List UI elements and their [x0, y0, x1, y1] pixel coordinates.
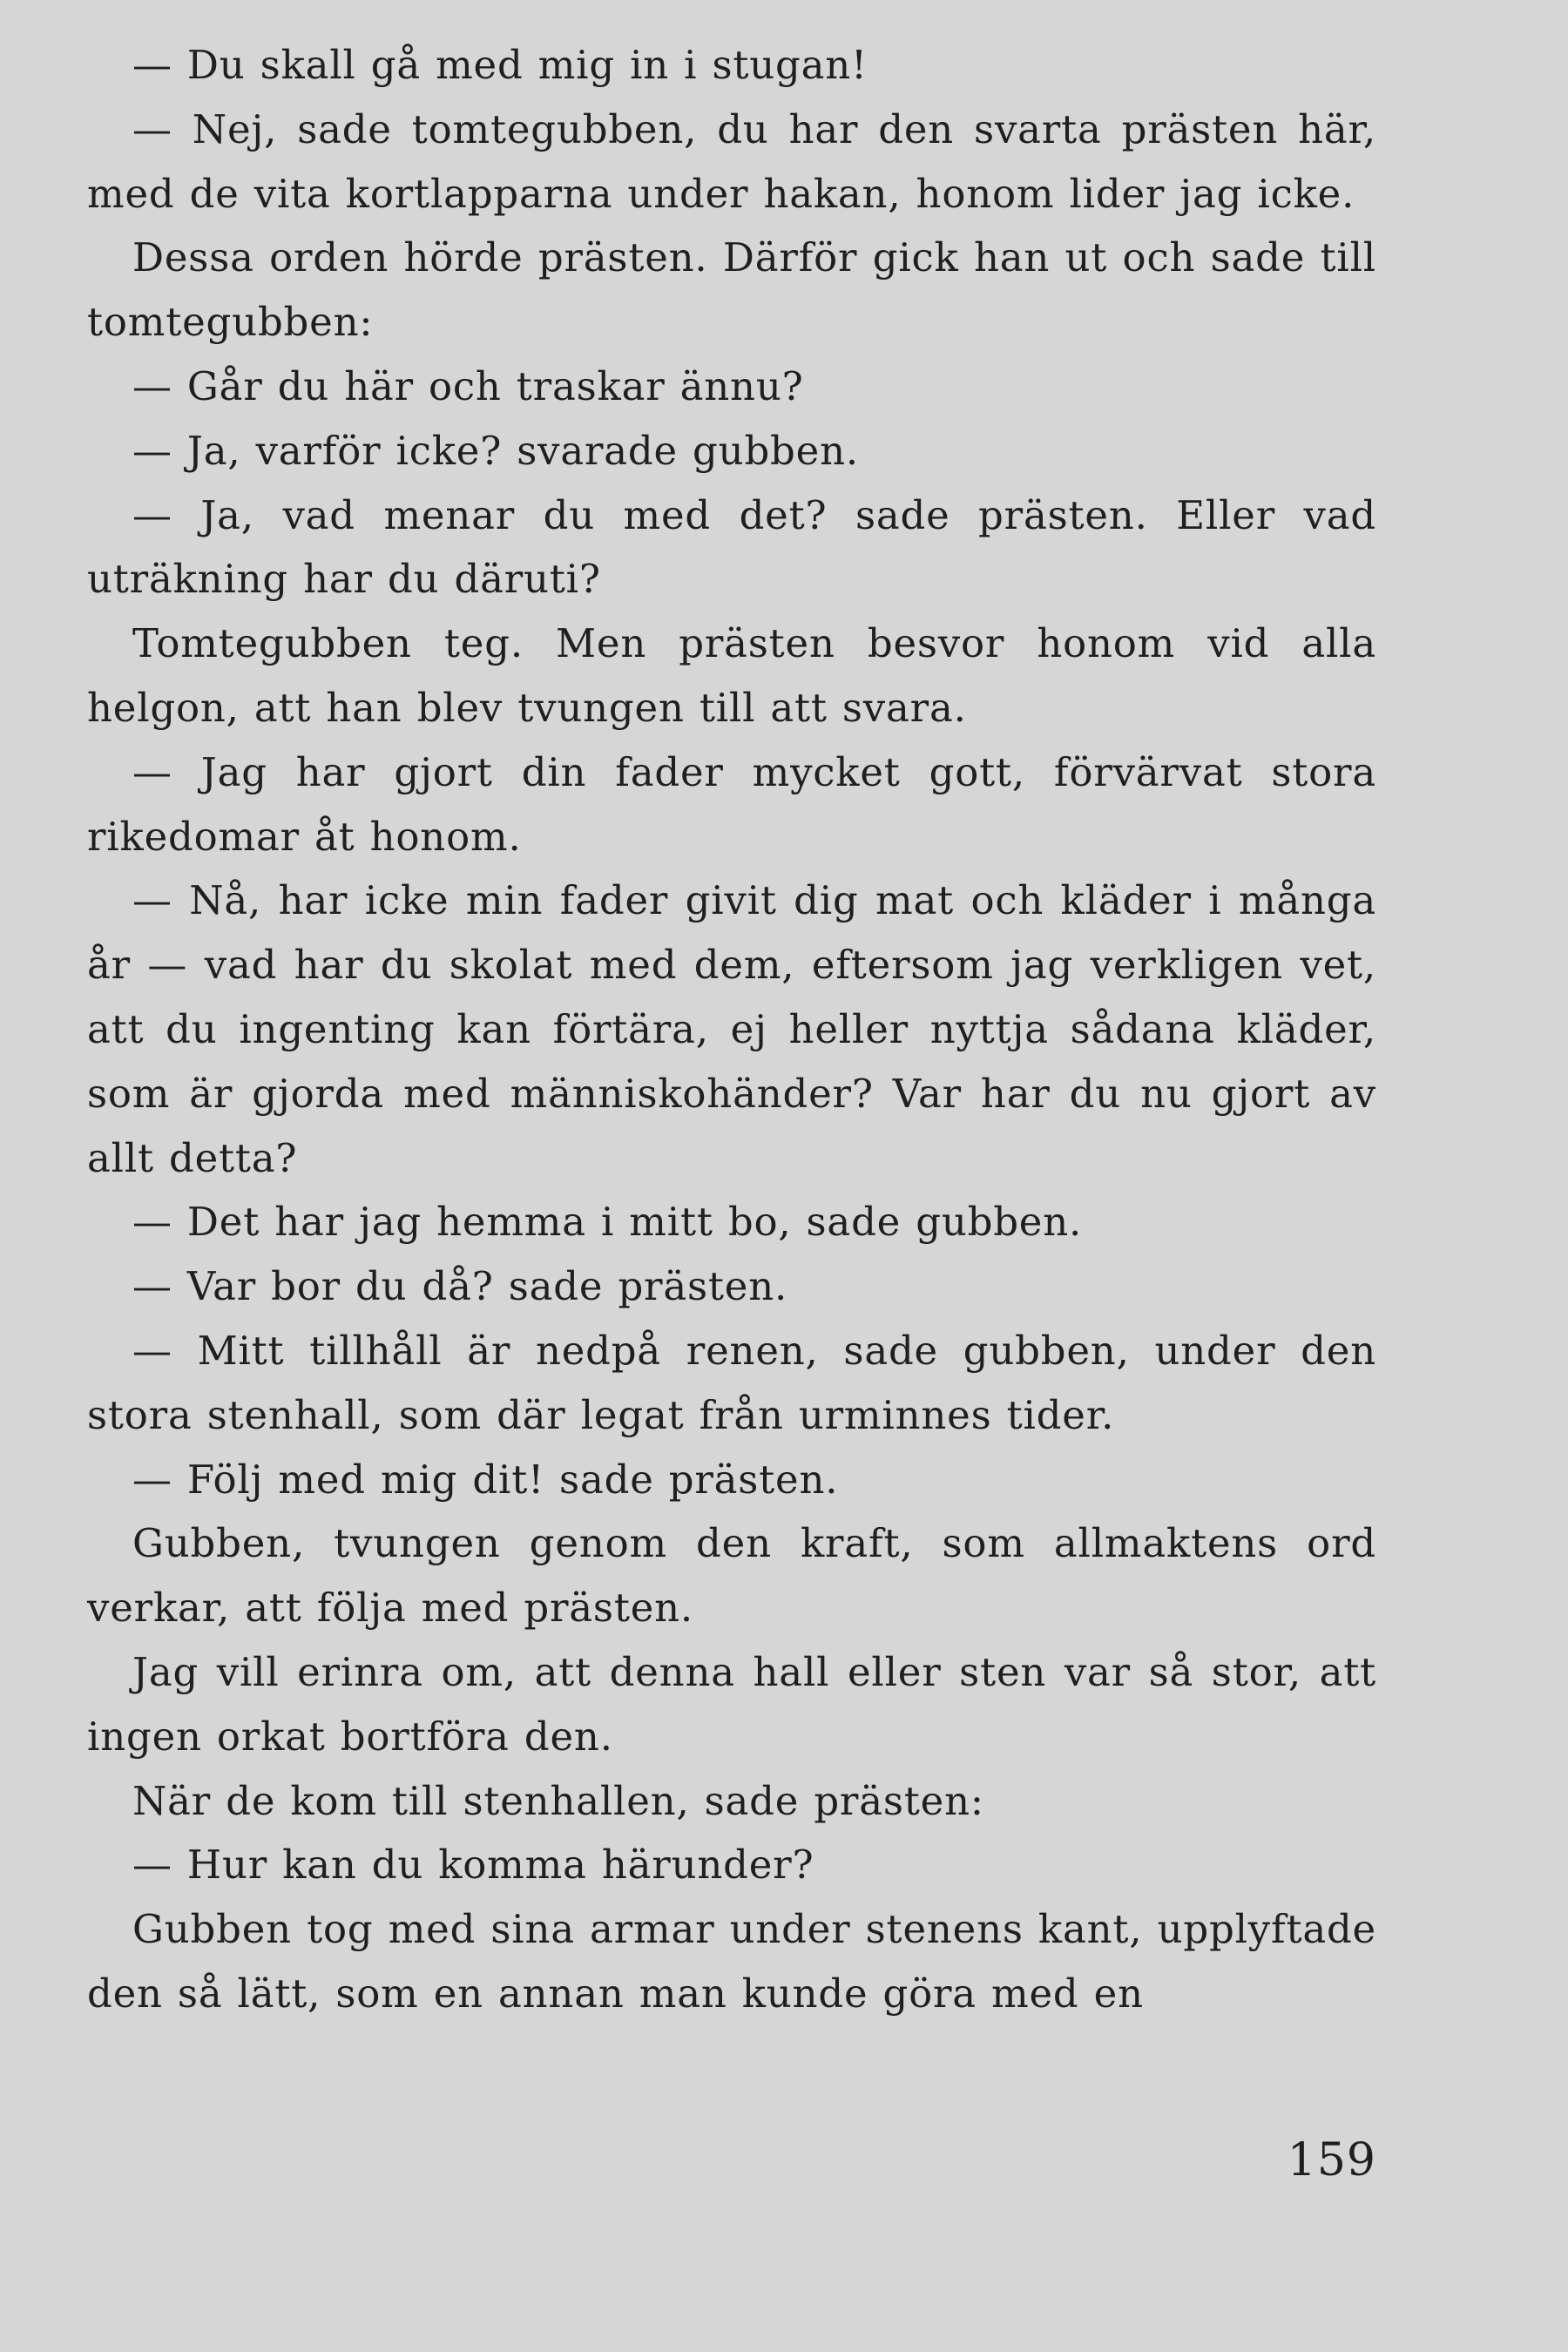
paragraph: — Det har jag hemma i mitt bo, sade gubben.: [132, 1199, 1083, 1246]
paragraph: — Mitt tillhåll är nedpå renen, sade gubben, under den stora stenhall, som där legat från urminnes tider.: [87, 1327, 1376, 1438]
paragraph: Dessa orden hörde prästen. Därför gick han ut och sade till tomtegubben:: [87, 234, 1376, 346]
paragraph: När de kom till stenhallen, sade prästen:: [132, 1777, 984, 1824]
paragraph: Jag vill erinra om, att denna hall eller sten var så stor, att ingen orkat bortföra den.: [87, 1648, 1376, 1760]
paragraph: — Jag har gjort din fader mycket gott, förvärvat stora rikedomar åt honom.: [87, 748, 1376, 860]
paragraph: — Följ med mig dit! sade prästen.: [132, 1456, 839, 1503]
paragraph: — Du skall gå med mig in i stugan!: [132, 42, 868, 88]
paragraph: Gubben, tvungen genom den kraft, som allmaktens ord verkar, att följa med prästen.: [87, 1520, 1376, 1632]
paragraph: — Ja, varför icke? svarade gubben.: [132, 427, 859, 474]
paragraph: — Ja, vad menar du med det? sade prästen. Eller vad uträkning har du däruti?: [87, 491, 1376, 603]
paragraph: — Hur kan du komma härunder?: [132, 1842, 814, 1889]
page-number: 159: [1287, 2134, 1376, 2186]
paragraph: — Nej, sade tomtegubben, du har den svarta prästen här, med de vita kortlapparna under hakan, honom lider jag icke.: [87, 105, 1376, 217]
paragraph: Tomtegubben teg. Men prästen besvor honom vid alla helgon, att han blev tvungen till att svara.: [87, 620, 1376, 731]
body-text: [87, 33, 1376, 2026]
paragraph: Gubben tog med sina armar under stenens kant, upplyftade den så lätt, som en annan man kunde göra med en: [87, 1906, 1376, 2017]
paragraph: — Var bor du då? sade prästen.: [132, 1263, 788, 1310]
paragraph: — Nå, har icke min fader givit dig mat och kläder i många år — vad har du skolat med dem, eftersom jag verkligen vet, att du ingenting kan förtära, ej heller nyttja sådana kläder, som är gjorda med människohänder? Var har du nu gjort av allt detta?: [87, 877, 1376, 1181]
paragraph: — Går du här och traskar ännu?: [132, 362, 804, 409]
